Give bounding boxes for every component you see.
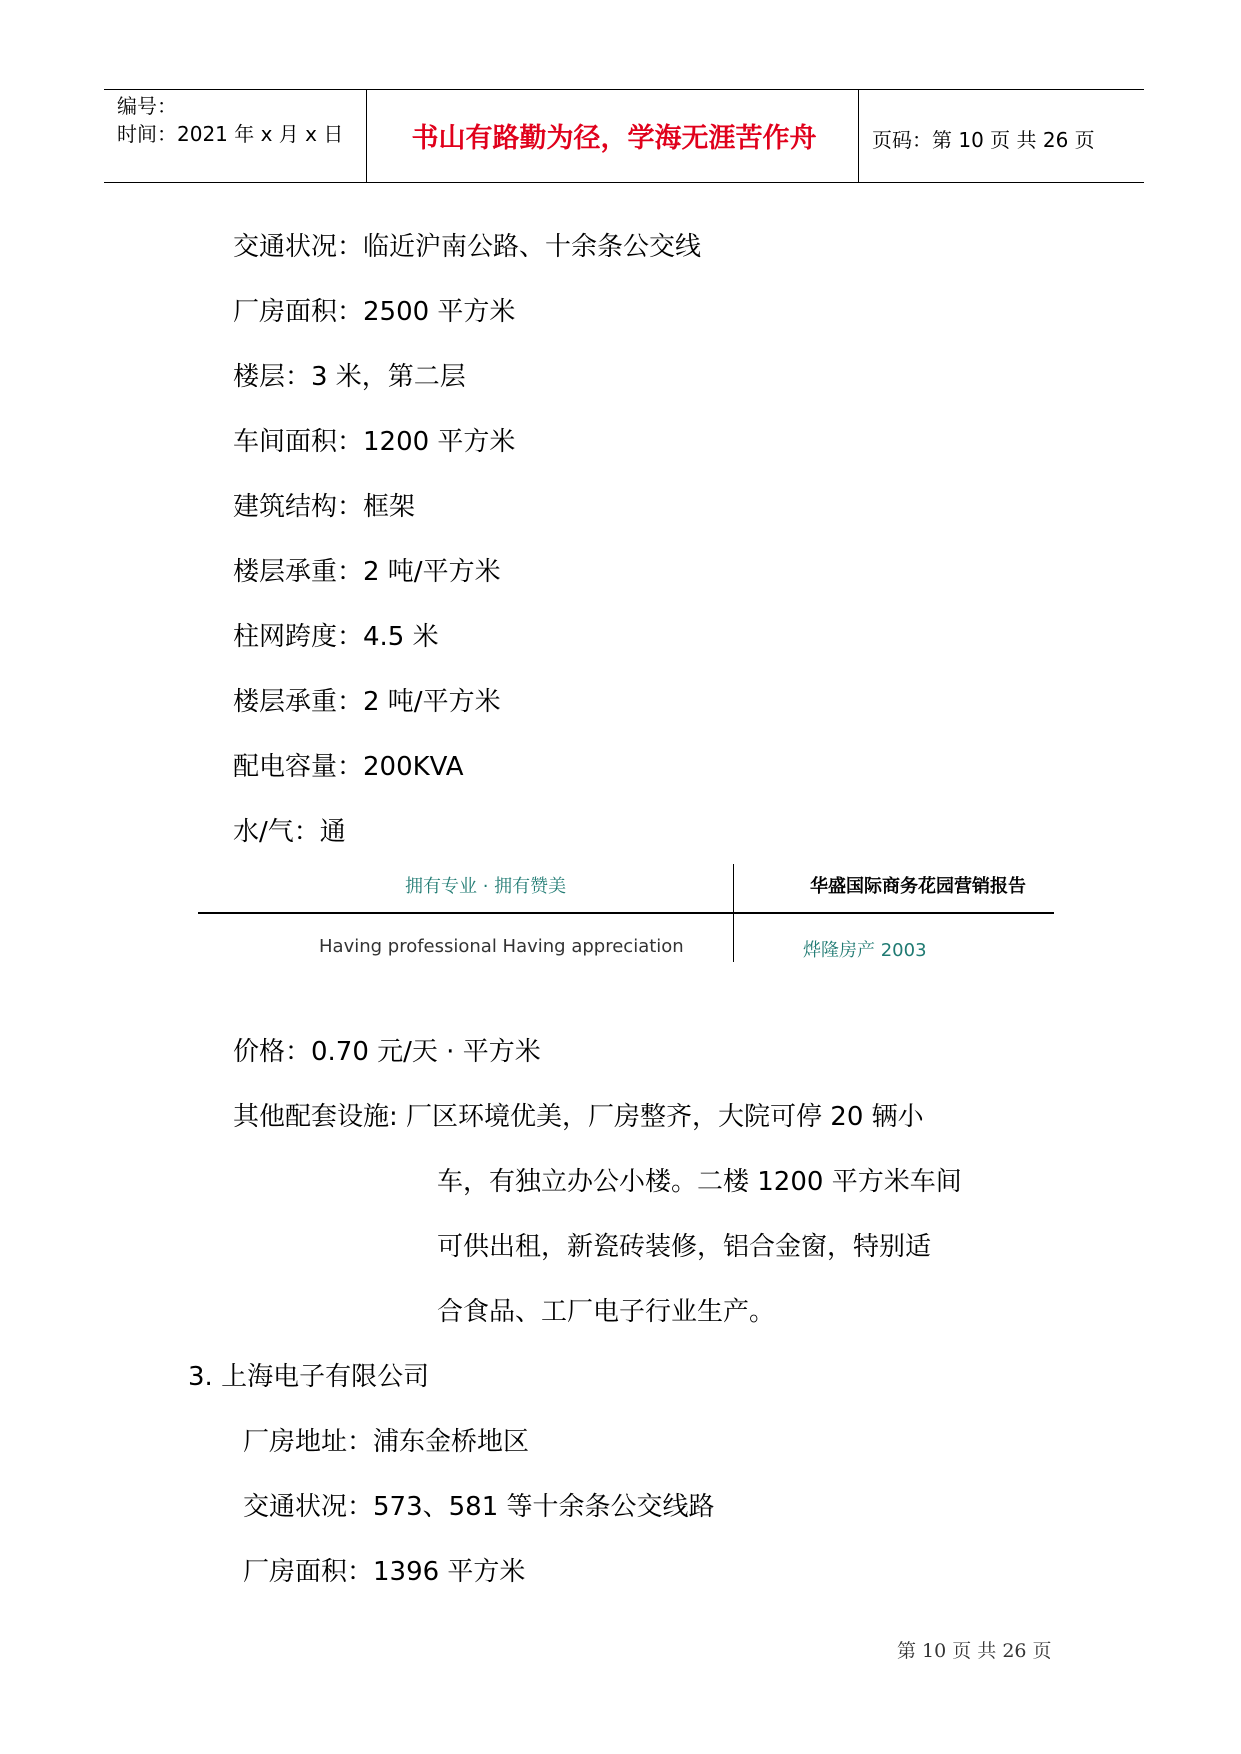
inner-footer-report-title: 华盛国际商务花园营销报告 <box>810 876 1026 897</box>
body-line: 柱网跨度：4.5 米 <box>233 622 439 652</box>
inner-footer-company: 烨隆房产 2003 <box>803 940 927 961</box>
body-line: 厂房地址：浦东金桥地区 <box>243 1427 530 1457</box>
header-bottom-rule <box>104 182 1144 183</box>
header-time-label: 时间：2021 年 x 月 x 日 <box>117 122 344 146</box>
header-divider-right <box>858 89 859 183</box>
body-line: 交通状况：573、581 等十余条公交线路 <box>243 1492 715 1522</box>
facilities-cont-line: 合食品、工厂电子行业生产。 <box>437 1297 776 1327</box>
inner-footer-divider <box>733 864 734 962</box>
facilities-cont-line: 可供出租，新瓷砖装修，铝合金窗，特别适 <box>437 1232 932 1262</box>
inner-footer-rule <box>198 912 1054 914</box>
header-meta <box>117 92 343 148</box>
body-line: 配电容量：200KVA <box>233 752 464 782</box>
price-line: 价格：0.70 元/天 · 平方米 <box>233 1037 541 1067</box>
inner-footer-slogan: 拥有专业 · 拥有赞美 <box>405 876 567 897</box>
body-line: 楼层承重：2 吨/平方米 <box>233 557 501 587</box>
body-line: 建筑结构：框架 <box>233 492 416 522</box>
body-line: 水/气：通 <box>233 817 346 847</box>
header-top-rule <box>104 89 1144 90</box>
body-line: 车间面积：1200 平方米 <box>233 427 516 457</box>
section-heading: 3. 上海电子有限公司 <box>188 1362 430 1392</box>
header-divider-left <box>366 89 367 183</box>
inner-footer-slogan-en: Having professional Having appreciation <box>319 936 684 957</box>
body-line: 楼层承重：2 吨/平方米 <box>233 687 501 717</box>
body-line: 交通状况：临近沪南公路、十余条公交线 <box>233 232 702 262</box>
body-line: 厂房面积：1396 平方米 <box>243 1557 526 1587</box>
page-footer: 第 10 页 共 26 页 <box>897 1640 1052 1662</box>
facilities-cont-line: 车，有独立办公小楼。二楼 1200 平方米车间 <box>437 1167 962 1197</box>
body-line: 厂房面积：2500 平方米 <box>233 297 516 327</box>
facilities-line: 其他配套设施: 厂区环境优美，厂房整齐，大院可停 20 辆小 <box>233 1102 924 1132</box>
header-page-info: 页码：第 10 页 共 26 页 <box>872 128 1095 152</box>
header-motto: 书山有路勤为径，学海无涯苦作舟 <box>411 123 817 154</box>
header-number-label: 编号： <box>117 94 177 118</box>
body-line: 楼层：3 米，第二层 <box>233 362 466 392</box>
